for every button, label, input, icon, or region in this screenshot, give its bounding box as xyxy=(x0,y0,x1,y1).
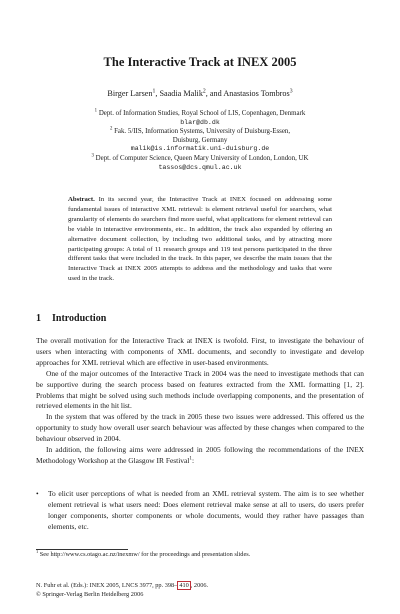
footnote-text: See http://www.cs.otago.ac.nz/inexmw/ for the proceedings and presentation slides. xyxy=(39,551,251,558)
footnote xyxy=(36,548,364,559)
author-name: Saadia Malik xyxy=(159,89,203,98)
affiliation-mark: 3 xyxy=(91,153,94,159)
footnote-ref[interactable]: 1 xyxy=(189,455,192,462)
credit-text: N. Fuhr et al. (Eds.): INEX 2005, LNCS 3977, pp. 398– xyxy=(36,582,178,589)
section-number: 1 xyxy=(36,313,41,324)
affiliation-email[interactable]: blar@db.dk xyxy=(180,118,220,126)
credit-line-1 xyxy=(36,582,364,591)
paragraph-tail: : xyxy=(191,455,195,465)
abstract-text: In its second year, the Interactive Track at INEX focused on addressing some fundamental issues of interactive XML retrieval: is element retrieval useful for searchers, what granularity of elements do searchers find more useful, what applications for element retrieval can be viable in interactive environments, etc.. In addition, the track also expanded by offering an alternative document collection, by including two additional tasks, and by attracting more participating groups: A total of 11 research groups and 119 test persons participated in the three different tasks that were included in the track. In this paper, we describe the main issues that the Interactive Track at INEX 2005 attempts to address and the methodology and tasks that were used in the track. xyxy=(68,196,333,283)
author-mark: 3 xyxy=(289,88,293,95)
abstract-label: Abstract. xyxy=(68,196,95,203)
affiliation-text: Dept. of Information Studies, Royal School of LIS, Copenhagen, Denmark xyxy=(98,110,306,117)
paper-title: The Interactive Track at INEX 2005 xyxy=(103,55,297,69)
section-title: Introduction xyxy=(52,313,107,324)
paragraph xyxy=(36,445,364,467)
author-mark: 1 xyxy=(152,88,156,95)
footnote-mark: 1 xyxy=(36,548,39,554)
affiliation-mark: 2 xyxy=(109,126,113,132)
affiliation-email[interactable]: tassos@dcs.qmul.ac.uk xyxy=(158,163,242,171)
publication-credit xyxy=(36,582,364,599)
affiliation-email[interactable]: malik@is.informatik.uni-duisburg.de xyxy=(130,145,270,153)
affiliation-3 xyxy=(0,155,400,172)
author-name: Birger Larsen xyxy=(107,89,153,98)
paragraph-text: In addition, the following aims were addressed in 2005 following the recommendations of the INEX Methodology Workshop at the Glasgow IR Festival xyxy=(36,445,364,465)
author-mark: 2 xyxy=(202,88,206,95)
list-item-text: To elicit user perceptions of what is needed from an XML retrieval system. The aim is to see whether element retrieval is what users need: Does element retrieval make sense at all to users, do users prefer longer components, shorter components or whole documents, would they rather have passages than elements, etc. xyxy=(48,489,364,531)
bullet-icon: • xyxy=(36,489,39,498)
affiliation-mark: 1 xyxy=(94,108,98,114)
affiliation-text: Dept. of Computer Science, Queen Mary University of London, London, UK xyxy=(95,155,309,162)
affiliation-text-line2: Duisburg, Germany xyxy=(172,136,228,144)
page-number-link[interactable]: 410 xyxy=(179,582,189,589)
affiliation-1 xyxy=(0,110,400,127)
section-heading xyxy=(36,313,106,324)
footnote-rule xyxy=(36,549,128,550)
paragraph: The overall motivation for the Interactive Track at INEX is twofold. First, to investigate the behaviour of users when interacting with components of XML documents, and secondly to investigate and develop approaches for XML retrieval which are effective in user-based environments. xyxy=(36,336,364,367)
abstract xyxy=(68,195,332,284)
author-name: Anastasios Tombros xyxy=(223,89,290,98)
author-list xyxy=(0,89,400,98)
affiliation-2 xyxy=(0,128,400,154)
affiliation-text: Fak. 5/IIS, Information Systems, University of Duisburg-Essen, xyxy=(114,128,291,135)
body-text xyxy=(36,336,364,467)
paragraph: One of the major outcomes of the Interactive Track in 2004 was the need to investigate methods that can be supportive during the search process based on features extracted from the XML formatting [1, 2]. Problems that might be solved using such methods include overlapping components, and the presentation of retrieved elements in the hit list. xyxy=(36,368,364,411)
author-separator: , and xyxy=(205,89,224,98)
paragraph: In the system that was offered by the track in 2005 these two issues were addressed. This offered us the opportunity to study how overall user search behaviour was affected by these changes when compared to the behaviour observed in 2004. xyxy=(36,412,364,444)
credit-text: , 2006. xyxy=(190,582,209,589)
credit-line-2: © Springer-Verlag Berlin Heidelberg 2006 xyxy=(36,590,144,598)
author-separator: , xyxy=(155,89,160,98)
